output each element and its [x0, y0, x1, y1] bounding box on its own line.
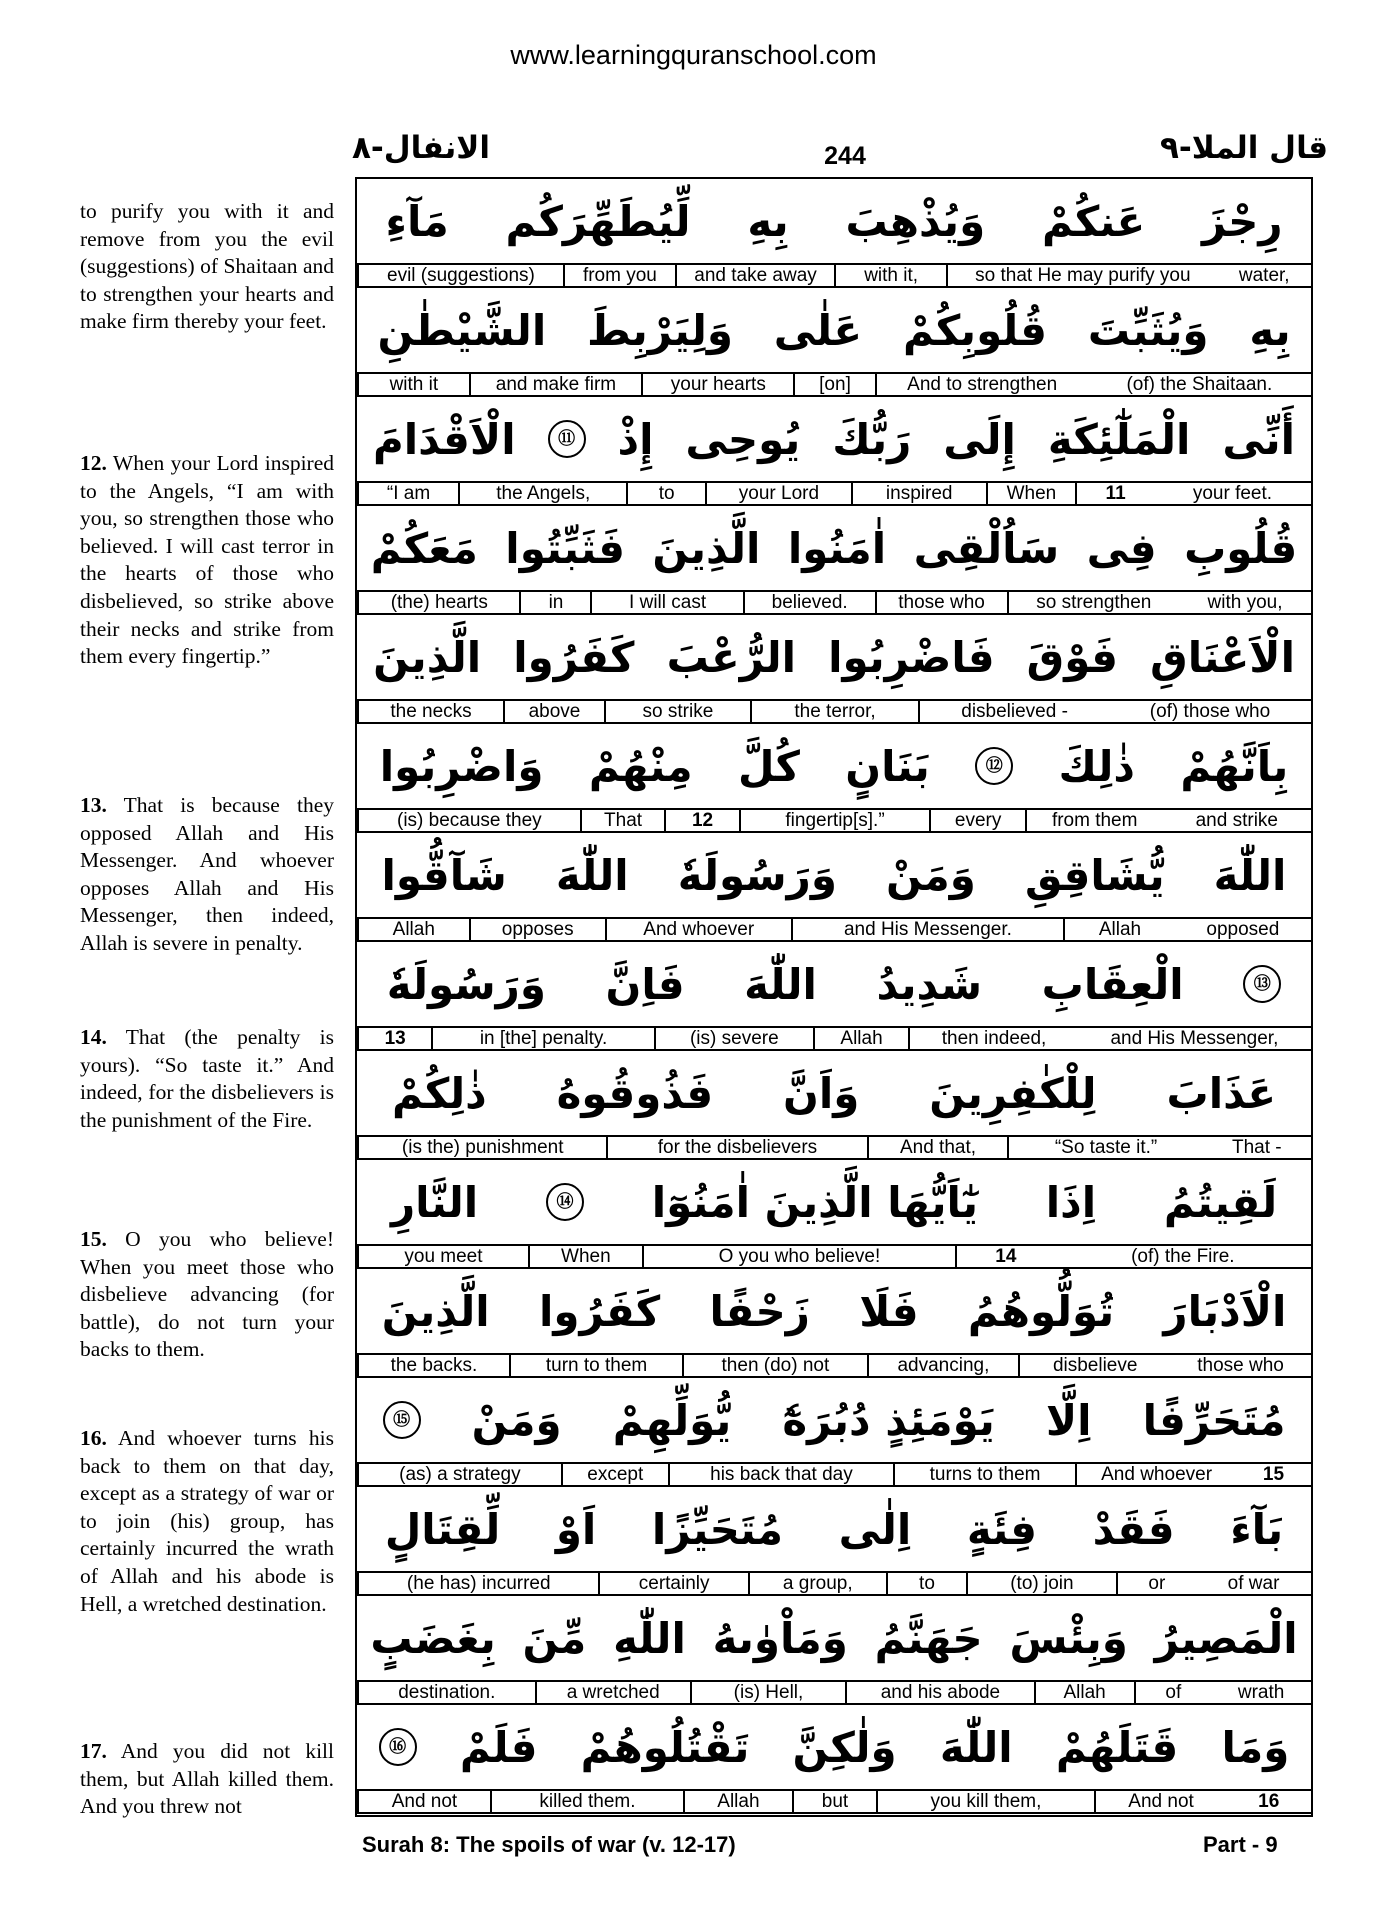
arabic-word: تُوَلُّوهُمُ	[967, 1286, 1115, 1336]
translation-line	[357, 1789, 1311, 1814]
arabic-word: الَّذِينَ	[652, 523, 761, 573]
translation-cell: opposes	[469, 919, 605, 940]
arabic-line	[357, 1705, 1311, 1789]
commentary-text: to purify you with it and remove from you the evil (suggestions) of Shaitaan and to strengthen your hearts and make firm thereby your feet.	[80, 199, 334, 334]
translation-line	[357, 372, 1311, 397]
translation-cell: (he has) incurred	[357, 1573, 598, 1594]
translation-cell: inspired	[851, 483, 986, 504]
commentary-paragraph	[80, 1738, 334, 1821]
translation-cell: That	[580, 810, 665, 831]
arabic-word: شَآقُّوا	[381, 850, 507, 900]
translation-cell: (is) severe	[654, 1028, 813, 1049]
translation-cell: the Angels,	[458, 483, 626, 504]
commentary-paragraph	[80, 1024, 334, 1134]
translation-cell: And to strengthen	[875, 374, 1088, 395]
arabic-word: يُوحِى	[685, 414, 801, 464]
translation-cell: destination.	[357, 1682, 534, 1703]
arabic-word: قُلُوبِكُمْ	[902, 305, 1048, 355]
translation-cell: or	[1116, 1573, 1196, 1594]
arabic-word: الْمَصِيرُ	[1154, 1613, 1298, 1663]
translation-line	[357, 1462, 1311, 1487]
arabic-word: الْعِقَابِ	[1041, 959, 1184, 1009]
translation-cell: And not	[357, 1791, 490, 1812]
translation-cell: so that He may purify you	[946, 265, 1217, 286]
translation-cell: And that,	[867, 1137, 1008, 1158]
translation-cell: opposed	[1206, 919, 1280, 940]
translation-cell: but	[792, 1791, 877, 1812]
arabic-word: زَحْفًا	[709, 1286, 810, 1336]
translation-cell: O you who believe!	[642, 1246, 955, 1267]
arabic-word: لَقِيتُمُ	[1163, 1177, 1278, 1227]
arabic-line	[357, 615, 1311, 699]
arabic-word: يُّشَاقِقِ	[1024, 850, 1165, 900]
commentary-text: When your Lord inspired to the Angels, “I am with you, so strengthen those who believed. I will cast terror in the hearts of those who disbelieved, so strike above their necks and strike from them every fingertip.”	[80, 451, 334, 669]
arabic-word: اللّٰهَ	[555, 850, 629, 900]
arabic-word: يٰٓاَيُّهَا الَّذِينَ اٰمَنُوٓا	[651, 1177, 979, 1227]
translation-cell: Allah	[1063, 919, 1175, 940]
translation-cell: disbelieve	[1018, 1355, 1170, 1376]
verse-number: 15.	[80, 1227, 107, 1251]
commentary-text: That (the penalty is yours). “So taste it.” And indeed, for the disbelievers is the punishment of the Fire.	[80, 1025, 334, 1132]
arabic-word: الشَّيْطٰنِ	[377, 305, 547, 355]
arabic-word: الْاَقْدَامَ	[372, 414, 516, 464]
translation-cell: [on]	[793, 374, 874, 395]
arabic-word: رِجْزَ	[1202, 196, 1283, 246]
arabic-word: بِاَنَّهُمْ	[1180, 741, 1289, 791]
arabic-word: الرُّعْبَ	[666, 632, 797, 682]
arabic-word: ذٰلِكَ	[1058, 741, 1135, 791]
translation-line	[357, 699, 1311, 724]
arabic-word: ذٰلِكُمْ	[391, 1068, 487, 1118]
arabic-word: مَآءِ	[385, 196, 449, 246]
translation-cell: When	[528, 1246, 642, 1267]
translation-cell: turn to them	[509, 1355, 682, 1376]
arabic-word: كَفَرُوا	[513, 632, 635, 682]
translation-cell: the backs.	[357, 1355, 509, 1376]
translation-cell: (the) hearts	[357, 592, 519, 613]
translation-cell: your feet.	[1192, 483, 1273, 504]
arabic-word: وَيُذْهِبَ	[845, 196, 986, 246]
commentary-paragraph	[80, 1425, 334, 1618]
arabic-word: وَلٰكِنَّ	[792, 1722, 897, 1772]
translation-cell: Allah	[1034, 1682, 1134, 1703]
arabic-word: يَوْمَئِذٍ دُبُرَهٗٓ	[782, 1395, 995, 1445]
translation-cell: Allah	[683, 1791, 792, 1812]
verse-line	[357, 1378, 1311, 1487]
translation-cell: and His Messenger,	[1110, 1028, 1279, 1049]
verse-end-marker: ⑬	[1243, 965, 1281, 1003]
arabic-line	[357, 724, 1311, 808]
translation-cell: 15	[1262, 1464, 1285, 1485]
arabic-word: إِلَى	[943, 414, 1016, 464]
verse-end-marker: ⑪	[548, 420, 586, 458]
arabic-word: سَاُلْقِى	[913, 523, 1060, 573]
arabic-word: وَمَاْوٰىهُ	[712, 1613, 848, 1663]
arabic-word: فِى	[1086, 523, 1157, 573]
translation-cell: of war	[1227, 1573, 1280, 1594]
translation-cell: That -	[1231, 1137, 1282, 1158]
arabic-word: الْمَلٰٓئِكَةِ	[1047, 414, 1191, 464]
translation-line	[357, 1680, 1311, 1705]
arabic-line	[357, 1160, 1311, 1244]
arabic-word: وَمَنْ	[471, 1395, 562, 1445]
verse-number: 17.	[80, 1739, 107, 1763]
arabic-word: أَنِّى	[1222, 414, 1296, 464]
arabic-word: مِّنَ	[522, 1613, 587, 1663]
arabic-word: إِذْ	[617, 414, 654, 464]
translation-cell: Allah	[357, 919, 469, 940]
translation-cell: except	[561, 1464, 668, 1485]
verse-line	[357, 833, 1311, 942]
arabic-word: فَاِنَّ	[605, 959, 685, 1009]
arabic-word: شَدِيدُ	[876, 959, 983, 1009]
arabic-word: اٰمَنُوا	[787, 523, 887, 573]
translation-cell: and strike	[1195, 810, 1278, 831]
translation-cell: every	[929, 810, 1024, 831]
arabic-word: الْاَدْبَارَ	[1163, 1286, 1287, 1336]
arabic-word: فَاضْرِبُوا	[828, 632, 995, 682]
verse-line	[357, 1487, 1311, 1596]
arabic-word: فَلَا	[859, 1286, 919, 1336]
translation-cell: 14	[955, 1246, 1055, 1267]
translation-cell: And whoever	[1075, 1464, 1236, 1485]
translation-cell: certainly	[598, 1573, 747, 1594]
translation-cell: (of) those who	[1149, 701, 1271, 722]
verse-line	[357, 615, 1311, 724]
translation-cell: then indeed,	[908, 1028, 1078, 1049]
arabic-line	[357, 1269, 1311, 1353]
commentary-paragraph	[80, 198, 334, 336]
arabic-line	[357, 942, 1311, 1026]
translation-cell: then (do) not	[682, 1355, 866, 1376]
arabic-word: فَوْقَ	[1026, 632, 1119, 682]
translation-cell: advancing,	[867, 1355, 1019, 1376]
surah-header: الانفال-٨	[352, 130, 490, 166]
translation-cell: so strike	[604, 701, 750, 722]
translation-cell: and His Messenger.	[791, 919, 1064, 940]
commentary-text: O you who believe! When you meet those who disbelieve advancing (for battle), do not turn your backs to them.	[80, 1227, 335, 1362]
arabic-word: قُلُوبِ	[1184, 523, 1298, 573]
website-url: www.learningquranschool.com	[510, 40, 877, 70]
arabic-line	[357, 1487, 1311, 1571]
translation-cell: (to) join	[966, 1573, 1115, 1594]
translation-cell: (is the) punishment	[357, 1137, 606, 1158]
translation-cell: so strengthen	[1007, 592, 1180, 613]
arabic-word: اِذَا	[1045, 1177, 1097, 1227]
arabic-word: فَقَدْ	[1092, 1504, 1175, 1554]
arabic-line	[357, 288, 1311, 372]
translation-cell: you kill them,	[876, 1791, 1093, 1812]
translation-cell: Allah	[813, 1028, 908, 1049]
page-number: 244	[824, 142, 866, 170]
arabic-line	[357, 833, 1311, 917]
commentary-paragraph	[80, 450, 334, 671]
translation-cell: wrath	[1237, 1682, 1285, 1703]
arabic-word: عَذَابَ	[1166, 1068, 1277, 1118]
arabic-word: النَّارِ	[390, 1177, 479, 1227]
arabic-word: وَيُثَبِّتَ	[1087, 305, 1209, 355]
arabic-word: وَبِئْسَ	[1009, 1613, 1128, 1663]
arabic-word: اِلٰى	[838, 1504, 912, 1554]
arabic-word: مُتَحَرِّفًا	[1142, 1395, 1286, 1445]
translation-cell: believed.	[743, 592, 875, 613]
verse-end-marker: ⑫	[975, 747, 1013, 785]
arabic-word: وَمَا	[1221, 1722, 1290, 1772]
translation-line	[357, 1244, 1311, 1269]
arabic-word: الْاَعْنَاقِ	[1150, 632, 1295, 682]
translation-cell: of	[1134, 1682, 1212, 1703]
arabic-word: اِلَّا	[1045, 1395, 1092, 1445]
arabic-word: قَتَلَهُمْ	[1055, 1722, 1179, 1772]
translation-cell: (of) the Fire.	[1131, 1246, 1235, 1267]
translation-cell: those who	[875, 592, 1007, 613]
translation-cell: (is) because they	[357, 810, 580, 831]
arabic-word: كَفَرُوا	[538, 1286, 661, 1336]
verse-end-marker: ⑯	[379, 1728, 417, 1766]
arabic-word: بِغَضَبٍ	[370, 1613, 496, 1663]
part-footer: Part - 9	[1203, 1832, 1278, 1857]
arabic-line	[357, 1051, 1311, 1135]
verse-end-marker: ⑮	[383, 1401, 421, 1439]
arabic-word: بَنَانٍ	[845, 741, 930, 791]
arabic-line	[357, 179, 1311, 263]
translation-cell: 12	[664, 810, 738, 831]
part-header: قال الملا-٩	[1160, 130, 1329, 166]
verse-line	[357, 288, 1311, 397]
arabic-word: الَّذِينَ	[381, 1286, 490, 1336]
translation-cell: turns to them	[893, 1464, 1075, 1485]
translation-cell: 16	[1258, 1791, 1280, 1812]
arabic-word: عَنكُمْ	[1042, 196, 1146, 246]
arabic-line	[357, 1596, 1311, 1680]
surah-footer: Surah 8: The spoils of war (v. 12-17)	[362, 1832, 736, 1857]
commentary-paragraph	[80, 792, 334, 958]
arabic-word: بِهِ	[747, 196, 789, 246]
translation-line	[357, 1353, 1311, 1378]
arabic-word: يُّوَلِّهِمْ	[612, 1395, 732, 1445]
arabic-word: الَّذِينَ	[373, 632, 482, 682]
verse-number: 14.	[80, 1025, 107, 1049]
translation-cell: you meet	[357, 1246, 528, 1267]
translation-line	[357, 808, 1311, 833]
translation-cell: the terror,	[750, 701, 918, 722]
verse-line	[357, 506, 1311, 615]
verse-line	[357, 1051, 1311, 1160]
translation-cell: When	[986, 483, 1076, 504]
arabic-word: اَوْ	[555, 1504, 597, 1554]
verse-end-marker: ⑭	[546, 1183, 584, 1221]
translation-line	[357, 1135, 1311, 1160]
arabic-word: اللّٰهَ	[939, 1722, 1013, 1772]
translation-cell: evil (suggestions)	[357, 265, 563, 286]
translation-line	[357, 590, 1311, 615]
commentary-text: That is because they opposed Allah and His Messenger. And whoever opposes Allah and His Messenger, then indeed, Allah is severe in penalty.	[80, 793, 334, 955]
translation-cell: fingertip[s].”	[739, 810, 930, 831]
commentary-text: And you did not kill them, but Allah killed them. And you threw not	[80, 1739, 334, 1819]
translation-cell: those who	[1197, 1355, 1284, 1376]
arabic-word: وَرَسُولَهٗ	[677, 850, 837, 900]
arabic-word: فَلَمْ	[459, 1722, 538, 1772]
arabic-word: مُتَحَيِّزًا	[651, 1504, 784, 1554]
translation-cell: for the disbelievers	[606, 1137, 866, 1158]
verse-line	[357, 942, 1311, 1051]
arabic-word: وَرَسُولَهٗ	[386, 959, 546, 1009]
translation-cell: above	[503, 701, 604, 722]
translation-cell: (as) a strategy	[357, 1464, 561, 1485]
verse-line	[357, 724, 1311, 833]
translation-cell: with it,	[834, 265, 946, 286]
translation-cell: disbelieved -	[918, 701, 1109, 722]
translation-cell: 11	[1075, 483, 1154, 504]
arabic-line	[357, 506, 1311, 590]
translation-cell: from them	[1025, 810, 1163, 831]
arabic-word: كُلَّ	[738, 741, 800, 791]
arabic-word: جَهَنَّمُ	[874, 1613, 983, 1663]
verse-line	[357, 1705, 1311, 1814]
arabic-line	[357, 397, 1311, 481]
arabic-word: فِئَةٍ	[966, 1504, 1037, 1554]
verse-number: 12.	[80, 451, 107, 475]
translation-cell: his back that day	[668, 1464, 893, 1485]
translation-cell: a group,	[748, 1573, 886, 1594]
translation-cell: (of) the Shaitaan.	[1126, 374, 1273, 395]
translation-cell: to	[626, 483, 705, 504]
translation-cell: in	[519, 592, 590, 613]
translation-cell: and take away	[675, 265, 834, 286]
verse-line	[357, 397, 1311, 506]
verse-line	[357, 1596, 1311, 1705]
translation-cell: And whoever	[605, 919, 791, 940]
translation-cell: and his abode	[845, 1682, 1034, 1703]
arabic-word: فَثَبِّتُوا	[505, 523, 625, 573]
arabic-word: وَلِيَرْبِطَ	[587, 305, 733, 355]
translation-cell: And not	[1094, 1791, 1227, 1812]
arabic-word: وَاضْرِبُوا	[379, 741, 544, 791]
arabic-word: بِهِ	[1249, 305, 1291, 355]
translation-line	[357, 263, 1311, 288]
commentary-paragraph	[80, 1226, 334, 1364]
translation-cell: “I am	[357, 483, 458, 504]
translation-line	[357, 917, 1311, 942]
translation-cell: with it	[357, 374, 469, 395]
translation-cell: and make firm	[469, 374, 642, 395]
translation-line	[357, 481, 1311, 506]
translation-cell: killed them.	[490, 1791, 683, 1812]
arabic-word: تَقْتُلُوهُمْ	[580, 1722, 750, 1772]
translation-cell: with you,	[1207, 592, 1283, 613]
arabic-word: مَعَكُمْ	[370, 523, 478, 573]
arabic-word: بَآءَ	[1230, 1504, 1284, 1554]
arabic-word: عَلٰى	[773, 305, 863, 355]
translation-cell: 13	[357, 1028, 431, 1049]
arabic-word: رَبُّكَ	[832, 414, 912, 464]
verse-line	[357, 179, 1311, 288]
arabic-word: لِلْكٰفِرِينَ	[929, 1068, 1097, 1118]
verse-line	[357, 1160, 1311, 1269]
translation-cell: water,	[1238, 265, 1290, 286]
translation-cell: to	[886, 1573, 966, 1594]
translation-line	[357, 1571, 1311, 1596]
arabic-word: وَمَنْ	[886, 850, 976, 900]
translation-cell: your Lord	[705, 483, 851, 504]
commentary-text: And whoever turns his back to them on that day, except as a strategy of war or to join (his) group, has certainly incurred the wrath of Allah and his abode is Hell, a wretched destination.	[80, 1426, 334, 1616]
arabic-word: اللّٰهَ	[744, 959, 817, 1009]
verse-number: 13.	[80, 793, 107, 817]
arabic-word: مِنْهُمْ	[588, 741, 693, 791]
arabic-word: اللّٰهِ	[613, 1613, 686, 1663]
translation-cell: “So taste it.”	[1007, 1137, 1202, 1158]
verse-number: 16.	[80, 1426, 107, 1450]
translation-cell: your hearts	[641, 374, 793, 395]
arabic-word: فَذُوقُوهُ	[556, 1068, 714, 1118]
arabic-word: لِّيُطَهِّرَكُم	[505, 196, 691, 246]
verse-line	[357, 1269, 1311, 1378]
translation-cell: the necks	[357, 701, 503, 722]
translation-cell: from you	[563, 265, 675, 286]
translation-line	[357, 1026, 1311, 1051]
arabic-word: لِّقِتَالٍ	[384, 1504, 501, 1554]
translation-cell: in [the] penalty.	[431, 1028, 654, 1049]
word-by-word-grid	[355, 177, 1313, 1817]
arabic-line	[357, 1378, 1311, 1462]
arabic-word: اللّٰهَ	[1213, 850, 1287, 900]
arabic-word: وَاَنَّ	[783, 1068, 860, 1118]
translation-cell: (is) Hell,	[690, 1682, 845, 1703]
translation-cell: I will cast	[590, 592, 742, 613]
translation-cell: a wretched	[535, 1682, 690, 1703]
